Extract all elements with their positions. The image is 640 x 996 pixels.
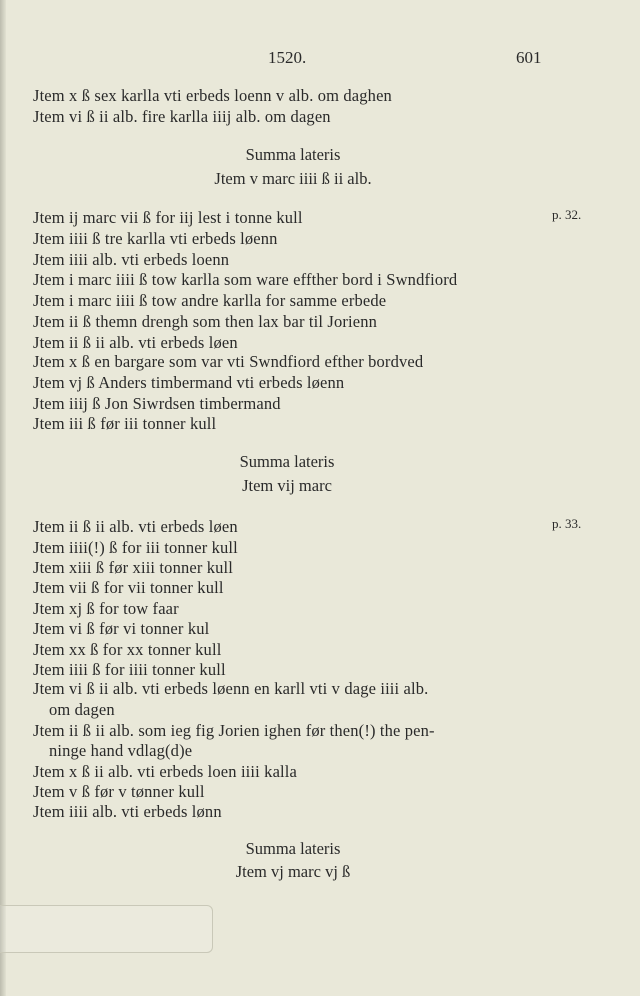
entry-line: Jtem i marc iiii ß tow andre karlla for samme erbede	[33, 291, 387, 310]
entry-line: Jtem ii ß ii alb. som ieg fig Jorien ighen før then(!) the pen-	[33, 721, 435, 740]
summa-total: Jtem vij marc	[242, 476, 332, 495]
entry-line: Jtem vii ß for vii tonner kull	[33, 578, 224, 597]
entry-line: Jtem ii ß ii alb. vti erbeds løen	[33, 333, 238, 352]
entry-line: Jtem x ß ii alb. vti erbeds loen iiii kalla	[33, 762, 297, 781]
entry-line: Jtem xx ß for xx tonner kull	[33, 640, 222, 659]
entry-line: Jtem x ß en bargare som var vti Swndfiord efther bordved	[33, 352, 424, 371]
entry-line: Jtem iii ß før iii tonner kull	[33, 414, 217, 433]
summa-total: Jtem v marc iiii ß ii alb.	[214, 169, 372, 188]
entry-line: Jtem xj ß for tow faar	[33, 599, 179, 618]
entry-line: Jtem ii ß ii alb. vti erbeds løen	[33, 517, 238, 536]
margin-page-ref: p. 32.	[552, 207, 582, 222]
entry-line: Jtem xiii ß før xiii tonner kull	[33, 558, 234, 577]
header-year: 1520.	[268, 48, 307, 67]
entry-line: Jtem vi ß før vi tonner kul	[33, 619, 210, 638]
paper-stain	[0, 905, 213, 953]
entry-line-continued: om dagen	[49, 700, 115, 719]
margin-page-ref: p. 33.	[552, 516, 582, 531]
entry-line: Jtem v ß før v tønner kull	[33, 782, 205, 801]
entry-line: Jtem iiii alb. vti erbeds loenn	[33, 250, 230, 269]
entry-line: Jtem iiii(!) ß for iii tonner kull	[33, 538, 238, 557]
entry-line: Jtem iiii ß tre karlla vti erbeds løenn	[33, 229, 278, 248]
entry-line: Jtem ij marc vii ß for iij lest i tonne kull	[33, 208, 303, 227]
entry-line-continued: ninge hand vdlag(d)e	[49, 741, 193, 760]
entry-line: Jtem iiii alb. vti erbeds lønn	[33, 802, 222, 821]
entry-line: Jtem vj ß Anders timbermand vti erbeds løenn	[33, 373, 345, 392]
entry-line: Jtem vi ß ii alb. fire karlla iiij alb. om dagen	[33, 107, 331, 126]
summa-label: Summa lateris	[239, 452, 335, 471]
entry-line: Jtem iiij ß Jon Siwrdsen timbermand	[33, 394, 281, 413]
summa-label: Summa lateris	[245, 145, 341, 164]
summa-label: Summa lateris	[245, 839, 341, 858]
entry-line: Jtem i marc iiii ß tow karlla som ware effther bord i Swndfiord	[33, 270, 458, 289]
summa-total: Jtem vj marc vj ß	[235, 862, 351, 881]
entry-line: Jtem ii ß themn drengh som then lax bar til Jorienn	[33, 312, 378, 331]
entry-line: Jtem iiii ß for iiii tonner kull	[33, 660, 226, 679]
entry-line: Jtem vi ß ii alb. vti erbeds løenn en karll vti v dage iiii alb.	[33, 679, 429, 698]
page-number: 601	[516, 48, 542, 67]
entry-line: Jtem x ß sex karlla vti erbeds loenn v alb. om daghen	[33, 86, 392, 105]
